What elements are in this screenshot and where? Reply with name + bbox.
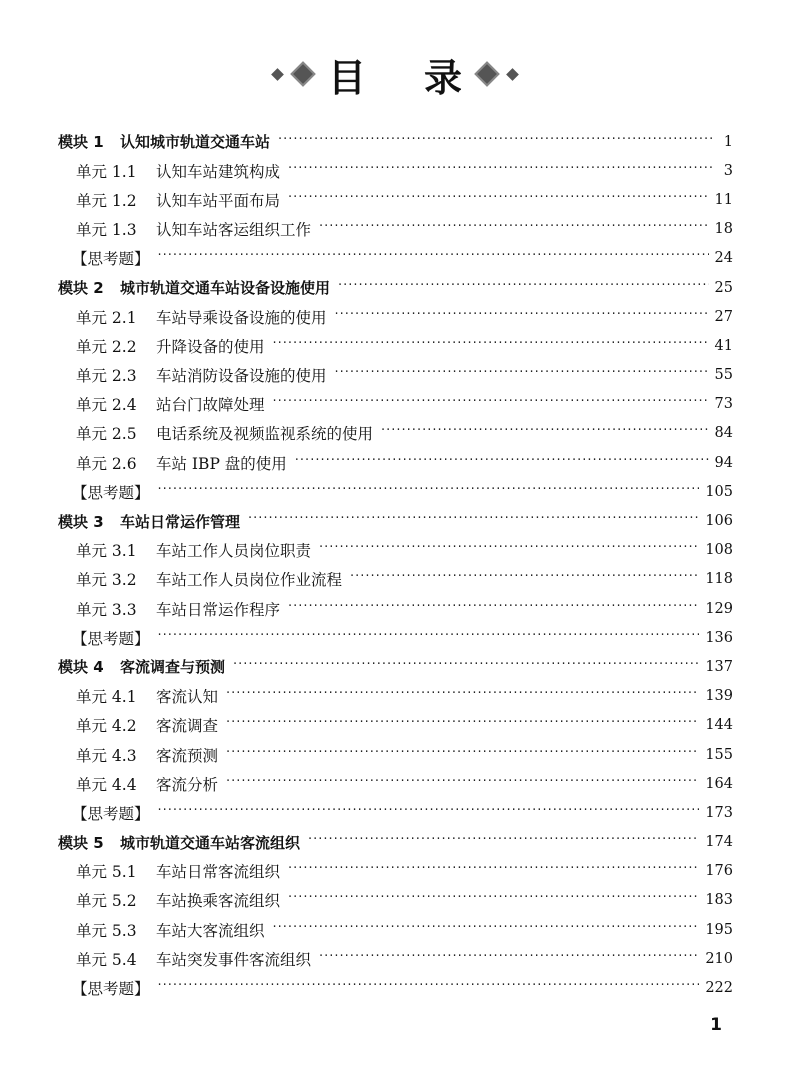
entry-page: 11 xyxy=(714,191,733,208)
entry-page: 195 xyxy=(705,921,733,938)
entry-page: 94 xyxy=(714,454,733,471)
entry-title: 【思考题】 xyxy=(72,250,150,269)
entry-code: 单元 4.3 xyxy=(76,746,137,765)
entry-title: 车站日常运作管理 xyxy=(120,512,241,531)
entry-code: 模块 2 xyxy=(58,279,104,298)
entry-title: 认知车站建筑构成 xyxy=(156,162,281,181)
dot-leader xyxy=(158,980,700,996)
dot-leader xyxy=(338,280,709,296)
entry-page: 173 xyxy=(705,804,733,821)
entry-page: 164 xyxy=(705,775,733,792)
table-of-contents xyxy=(58,127,733,1003)
entry-title: 车站工作人员岗位作业流程 xyxy=(156,571,343,590)
toc-module-entry[interactable] xyxy=(58,506,733,535)
entry-title: 电话系统及视频监视系统的使用 xyxy=(156,425,374,444)
toc-module-entry[interactable] xyxy=(58,828,733,857)
dot-leader xyxy=(226,717,699,733)
toc-module-entry[interactable] xyxy=(58,652,733,681)
entry-title: 车站日常运作程序 xyxy=(156,600,281,619)
entry-page: 108 xyxy=(705,542,733,559)
entry-title: 升降设备的使用 xyxy=(156,337,265,356)
entry-page: 1 xyxy=(723,133,733,150)
toc-unit-entry[interactable] xyxy=(58,769,733,798)
entry-page: 118 xyxy=(705,571,733,588)
entry-title: 车站换乘客流组织 xyxy=(156,892,281,911)
dot-leader xyxy=(288,863,699,879)
dot-leader xyxy=(288,601,699,617)
dot-leader xyxy=(158,250,709,266)
toc-questions-entry[interactable] xyxy=(58,623,733,652)
toc-unit-entry[interactable] xyxy=(58,594,733,623)
toc-module-entry[interactable] xyxy=(58,273,733,302)
entry-code: 模块 4 xyxy=(58,658,104,677)
entry-title: 【思考题】 xyxy=(72,980,150,999)
toc-unit-entry[interactable] xyxy=(58,915,733,944)
dot-leader xyxy=(273,338,709,354)
entry-code: 单元 2.3 xyxy=(76,367,137,386)
entry-title: 认知城市轨道交通车站 xyxy=(120,133,271,152)
toc-unit-entry[interactable] xyxy=(58,331,733,360)
dot-leader xyxy=(273,396,709,412)
entry-code: 单元 3.3 xyxy=(76,600,137,619)
dot-leader xyxy=(226,776,699,792)
entry-title: 车站大客流组织 xyxy=(156,921,265,940)
dot-leader xyxy=(295,455,709,471)
title-text xyxy=(328,47,462,102)
entry-title: 【思考题】 xyxy=(72,804,150,823)
dot-leader xyxy=(158,805,700,821)
dot-leader xyxy=(288,163,713,179)
entry-title: 城市轨道交通车站客流组织 xyxy=(120,833,301,852)
entry-title: 认知车站客运组织工作 xyxy=(156,221,312,240)
toc-unit-entry[interactable] xyxy=(58,536,733,565)
toc-unit-entry[interactable] xyxy=(58,302,733,331)
entry-code: 单元 5.3 xyxy=(76,921,137,940)
entry-page: 144 xyxy=(705,717,733,734)
entry-title: 车站 IBP 盘的使用 xyxy=(156,454,287,473)
entry-page: 41 xyxy=(714,337,733,354)
dot-leader xyxy=(288,192,709,208)
dot-leader xyxy=(233,659,699,675)
diamond-icon xyxy=(271,68,284,81)
dot-leader xyxy=(381,425,709,441)
diamond-icon xyxy=(290,61,315,86)
entry-code: 单元 5.2 xyxy=(76,892,137,911)
toc-unit-entry[interactable] xyxy=(58,448,733,477)
entry-page: 174 xyxy=(705,834,733,851)
entry-page: 155 xyxy=(705,746,733,763)
toc-unit-entry[interactable] xyxy=(58,857,733,886)
toc-module-entry[interactable] xyxy=(58,127,733,156)
dot-leader xyxy=(335,309,709,325)
diamond-icon xyxy=(474,61,499,86)
entry-code: 单元 1.2 xyxy=(76,191,137,210)
entry-title: 【思考题】 xyxy=(72,629,150,648)
toc-unit-entry[interactable] xyxy=(58,740,733,769)
entry-page: 105 xyxy=(705,483,733,500)
page-number: 1 xyxy=(710,1015,722,1035)
entry-page: 73 xyxy=(714,396,733,413)
toc-questions-entry[interactable] xyxy=(58,973,733,1002)
entry-title: 客流预测 xyxy=(156,746,219,765)
dot-leader xyxy=(319,221,709,237)
entry-code: 单元 1.1 xyxy=(76,162,137,181)
dot-leader xyxy=(248,513,699,529)
dot-leader xyxy=(158,630,700,646)
toc-unit-entry[interactable] xyxy=(58,185,733,214)
entry-page: 3 xyxy=(723,162,733,179)
dot-leader xyxy=(158,484,700,500)
entry-code: 单元 5.1 xyxy=(76,863,137,882)
entry-title: 城市轨道交通车站设备设施使用 xyxy=(120,279,331,298)
entry-page: 106 xyxy=(705,513,733,530)
entry-page: 27 xyxy=(714,308,733,325)
dot-leader xyxy=(308,834,699,850)
entry-title: 车站突发事件客流组织 xyxy=(156,950,312,969)
ornament-right xyxy=(472,65,523,83)
entry-title: 车站消防设备设施的使用 xyxy=(156,367,327,386)
entry-title: 认知车站平面布局 xyxy=(156,191,281,210)
toc-unit-entry[interactable] xyxy=(58,419,733,448)
entry-code: 模块 1 xyxy=(58,133,104,152)
entry-code: 模块 3 xyxy=(58,512,104,531)
entry-title: 客流调查与预测 xyxy=(120,658,226,677)
entry-code: 单元 4.1 xyxy=(76,688,137,707)
entry-title: 客流调查 xyxy=(156,717,219,736)
entry-page: 176 xyxy=(705,863,733,880)
toc-questions-entry[interactable] xyxy=(58,244,733,273)
toc-unit-entry[interactable] xyxy=(58,215,733,244)
entry-page: 24 xyxy=(714,250,733,267)
entry-page: 137 xyxy=(705,658,733,675)
entry-title: 车站导乘设备设施的使用 xyxy=(156,308,327,327)
entry-page: 210 xyxy=(705,950,733,967)
entry-code: 单元 5.4 xyxy=(76,950,137,969)
dot-leader xyxy=(273,922,700,938)
dot-leader xyxy=(335,367,709,383)
dot-leader xyxy=(278,134,713,150)
toc-unit-entry[interactable] xyxy=(58,156,733,185)
entry-page: 18 xyxy=(714,221,733,238)
dot-leader xyxy=(226,688,699,704)
ornament-left xyxy=(267,65,318,83)
page-title xyxy=(0,48,790,100)
toc-unit-entry[interactable] xyxy=(58,361,733,390)
title-char-2: 录 xyxy=(424,55,463,100)
entry-page: 222 xyxy=(705,980,733,997)
entry-code: 单元 1.3 xyxy=(76,221,137,240)
diamond-icon xyxy=(506,68,519,81)
toc-questions-entry[interactable] xyxy=(58,477,733,506)
entry-title: 车站工作人员岗位职责 xyxy=(156,542,312,561)
entry-title: 客流分析 xyxy=(156,775,219,794)
entry-page: 129 xyxy=(705,600,733,617)
entry-code: 单元 2.1 xyxy=(76,308,137,327)
toc-unit-entry[interactable] xyxy=(58,565,733,594)
dot-leader xyxy=(226,747,699,763)
entry-page: 139 xyxy=(705,688,733,705)
dot-leader xyxy=(319,542,699,558)
toc-unit-entry[interactable] xyxy=(58,711,733,740)
entry-page: 183 xyxy=(705,892,733,909)
toc-unit-entry[interactable] xyxy=(58,944,733,973)
toc-unit-entry[interactable] xyxy=(58,682,733,711)
entry-title: 车站日常客流组织 xyxy=(156,863,281,882)
entry-code: 单元 3.2 xyxy=(76,571,137,590)
entry-title: 【思考题】 xyxy=(72,483,150,502)
entry-code: 单元 4.4 xyxy=(76,775,137,794)
dot-leader xyxy=(319,951,699,967)
toc-unit-entry[interactable] xyxy=(58,886,733,915)
entry-code: 单元 3.1 xyxy=(76,542,137,561)
title-char-1: 目 xyxy=(327,55,366,100)
dot-leader xyxy=(350,571,699,587)
entry-code: 模块 5 xyxy=(58,833,104,852)
entry-code: 单元 2.2 xyxy=(76,337,137,356)
dot-leader xyxy=(288,892,699,908)
toc-questions-entry[interactable] xyxy=(58,798,733,827)
entry-page: 136 xyxy=(705,629,733,646)
toc-unit-entry[interactable] xyxy=(58,390,733,419)
entry-code: 单元 2.5 xyxy=(76,425,137,444)
entry-page: 55 xyxy=(714,367,733,384)
entry-code: 单元 4.2 xyxy=(76,717,137,736)
entry-code: 单元 2.6 xyxy=(76,454,137,473)
entry-page: 84 xyxy=(714,425,733,442)
entry-title: 站台门故障处理 xyxy=(156,396,265,415)
entry-page: 25 xyxy=(714,279,733,296)
entry-code: 单元 2.4 xyxy=(76,396,137,415)
entry-title: 客流认知 xyxy=(156,688,219,707)
